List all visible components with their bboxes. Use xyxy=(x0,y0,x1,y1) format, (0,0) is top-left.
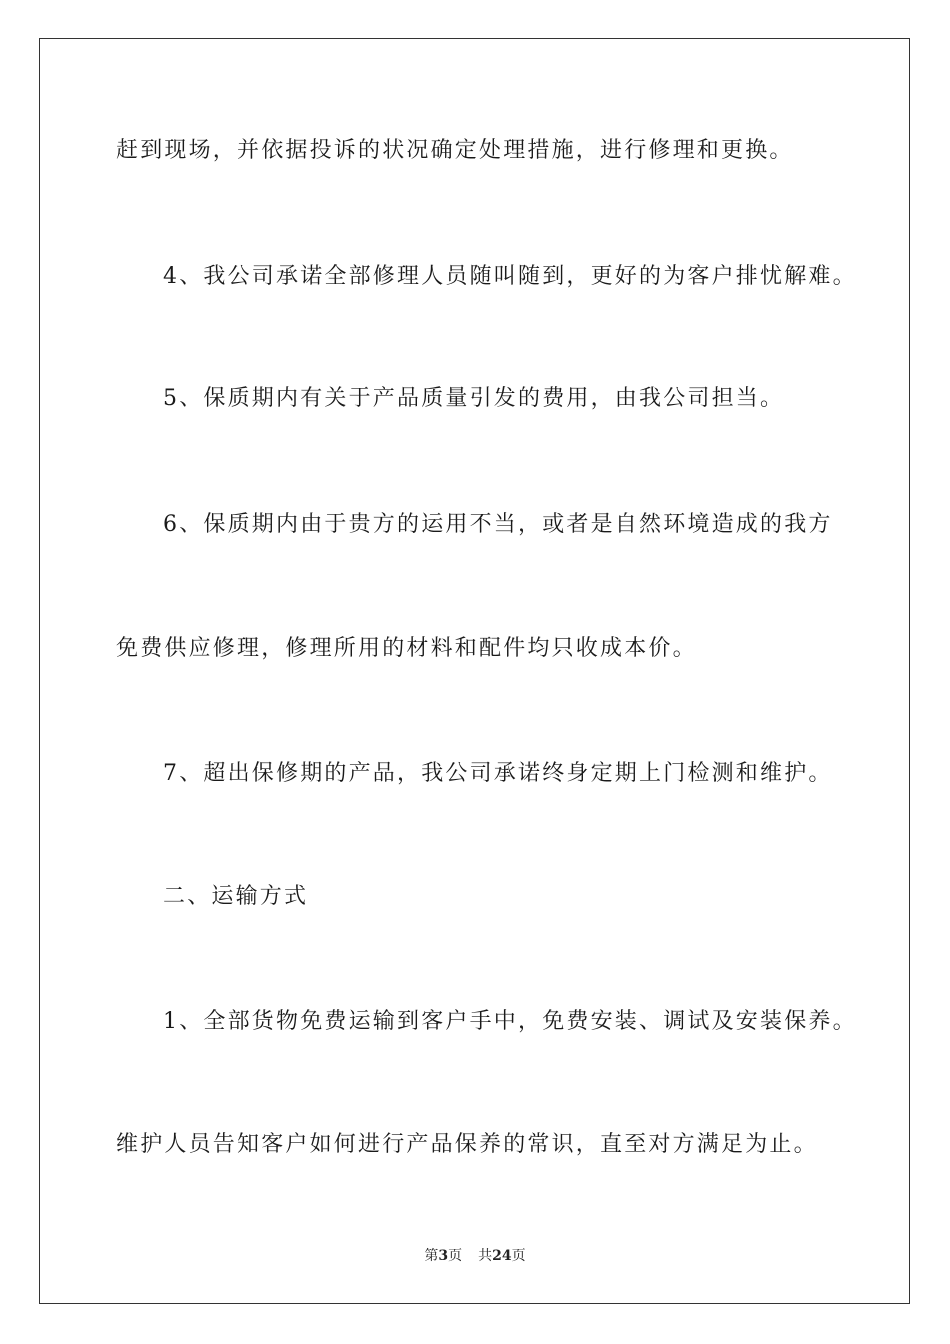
page-border xyxy=(39,38,910,1304)
footer-page-number: 3 xyxy=(438,1248,449,1264)
paragraph-line: 维护人员告知客户如何进行产品保养的常识，直至对方满足为止。 xyxy=(116,1132,818,1157)
paragraph-item-5: 5、保质期内有关于产品质量引发的费用，由我公司担当。 xyxy=(163,386,785,411)
footer-total-suffix: 页 xyxy=(511,1248,526,1264)
paragraph-line: 免费供应修理，修理所用的材料和配件均只收成本价。 xyxy=(116,636,697,661)
paragraph-line: 赶到现场，并依据投诉的状况确定处理措施，进行修理和更换。 xyxy=(116,138,794,163)
footer-total-prefix: 共 xyxy=(478,1248,493,1264)
footer-page-suffix: 页 xyxy=(448,1248,463,1264)
page-footer xyxy=(0,1246,950,1266)
paragraph-item-7: 7、超出保修期的产品，我公司承诺终身定期上门检测和维护。 xyxy=(163,761,833,786)
footer-total-pages: 24 xyxy=(492,1248,512,1264)
footer-page-prefix: 第 xyxy=(424,1248,439,1264)
paragraph-item-1: 1、全部货物免费运输到客户手中，免费安装、调试及安装保养。 xyxy=(163,1009,857,1034)
section-heading: 二、运输方式 xyxy=(163,884,309,909)
paragraph-item-6: 6、保质期内由于贵方的运用不当，或者是自然环境造成的我方 xyxy=(163,512,833,537)
paragraph-item-4: 4、我公司承诺全部修理人员随叫随到，更好的为客户排忧解难。 xyxy=(163,264,857,289)
